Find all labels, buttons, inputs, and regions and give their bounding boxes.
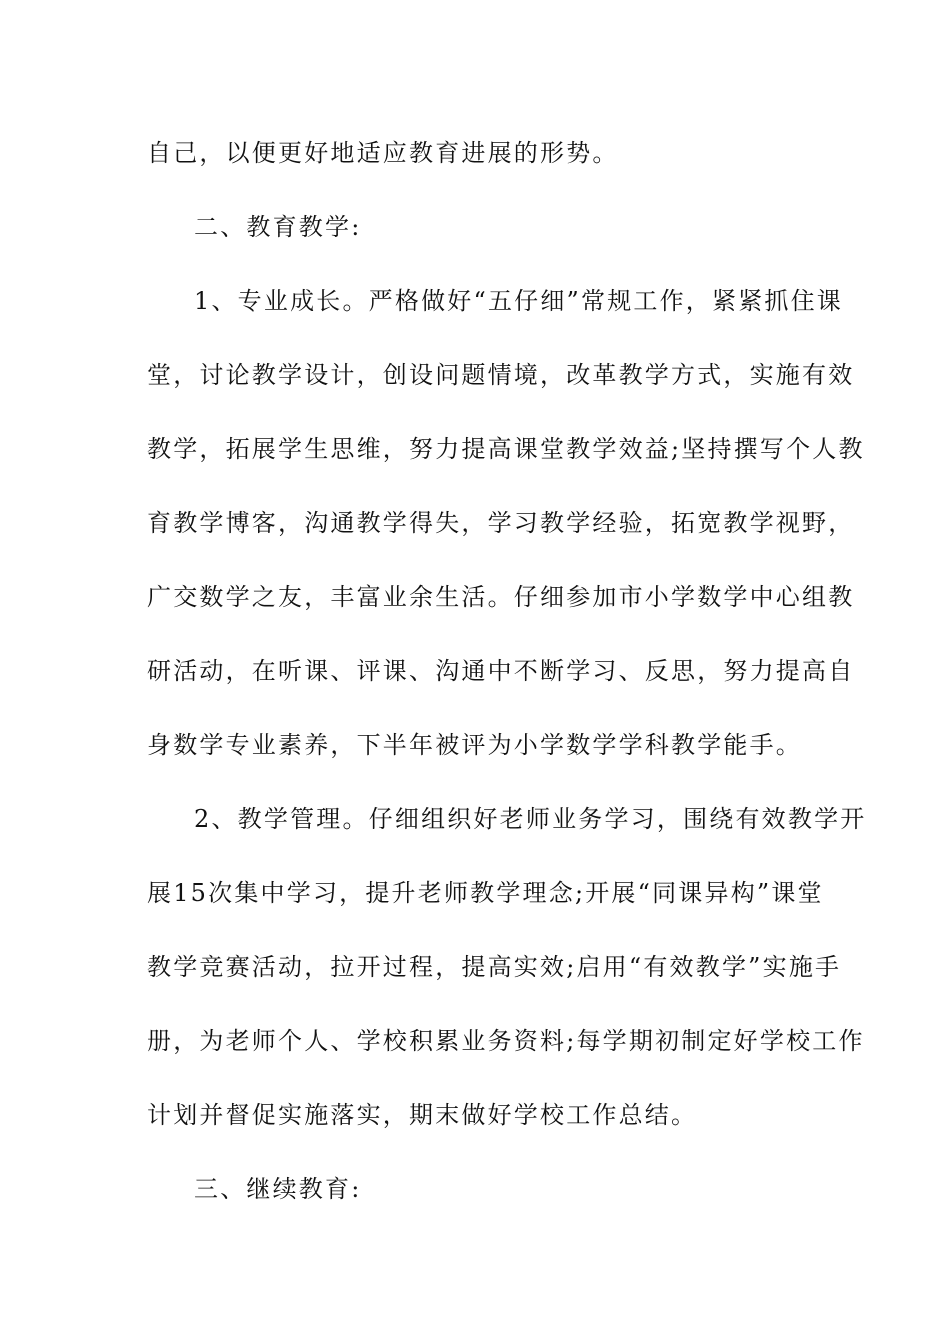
paragraph-line: 教学竞赛活动，拉开过程，提高实效;启用“有效教学”实施手 xyxy=(147,953,842,981)
paragraph-line: 2、教学管理。仔细组织好老师业务学习，围绕有效教学开 xyxy=(194,805,867,833)
paragraph-line: 册，为老师个人、学校积累业务资料;每学期初制定好学校工作 xyxy=(147,1027,865,1055)
paragraph-line: 堂，讨论教学设计，创设问题情境，改革教学方式，实施有效 xyxy=(147,361,855,389)
section-heading: 三、继续教育: xyxy=(194,1175,362,1203)
section-heading: 二、教育教学: xyxy=(194,213,362,241)
paragraph-line: 自己，以便更好地适应教育进展的形势。 xyxy=(147,139,619,167)
paragraph-line: 展15次集中学习，提升老师教学理念;开展“同课异构”课堂 xyxy=(147,879,824,907)
paragraph-line: 计划并督促实施落实，期末做好学校工作总结。 xyxy=(147,1101,698,1129)
paragraph-line: 教学，拓展学生思维，努力提高课堂教学效益;坚持撰写个人教 xyxy=(147,435,865,463)
paragraph-line: 育教学博客，沟通教学得失，学习教学经验，拓宽教学视野， xyxy=(147,509,855,537)
paragraph-line: 广交数学之友，丰富业余生活。仔细参加市小学数学中心组教 xyxy=(147,583,855,611)
paragraph-line: 身数学专业素养，下半年被评为小学数学学科教学能手。 xyxy=(147,731,802,759)
paragraph-line: 1、专业成长。严格做好“五仔细”常规工作，紧紧抓住课 xyxy=(194,287,844,315)
paragraph-line: 研活动，在听课、评课、沟通中不断学习、反思，努力提高自 xyxy=(147,657,855,685)
